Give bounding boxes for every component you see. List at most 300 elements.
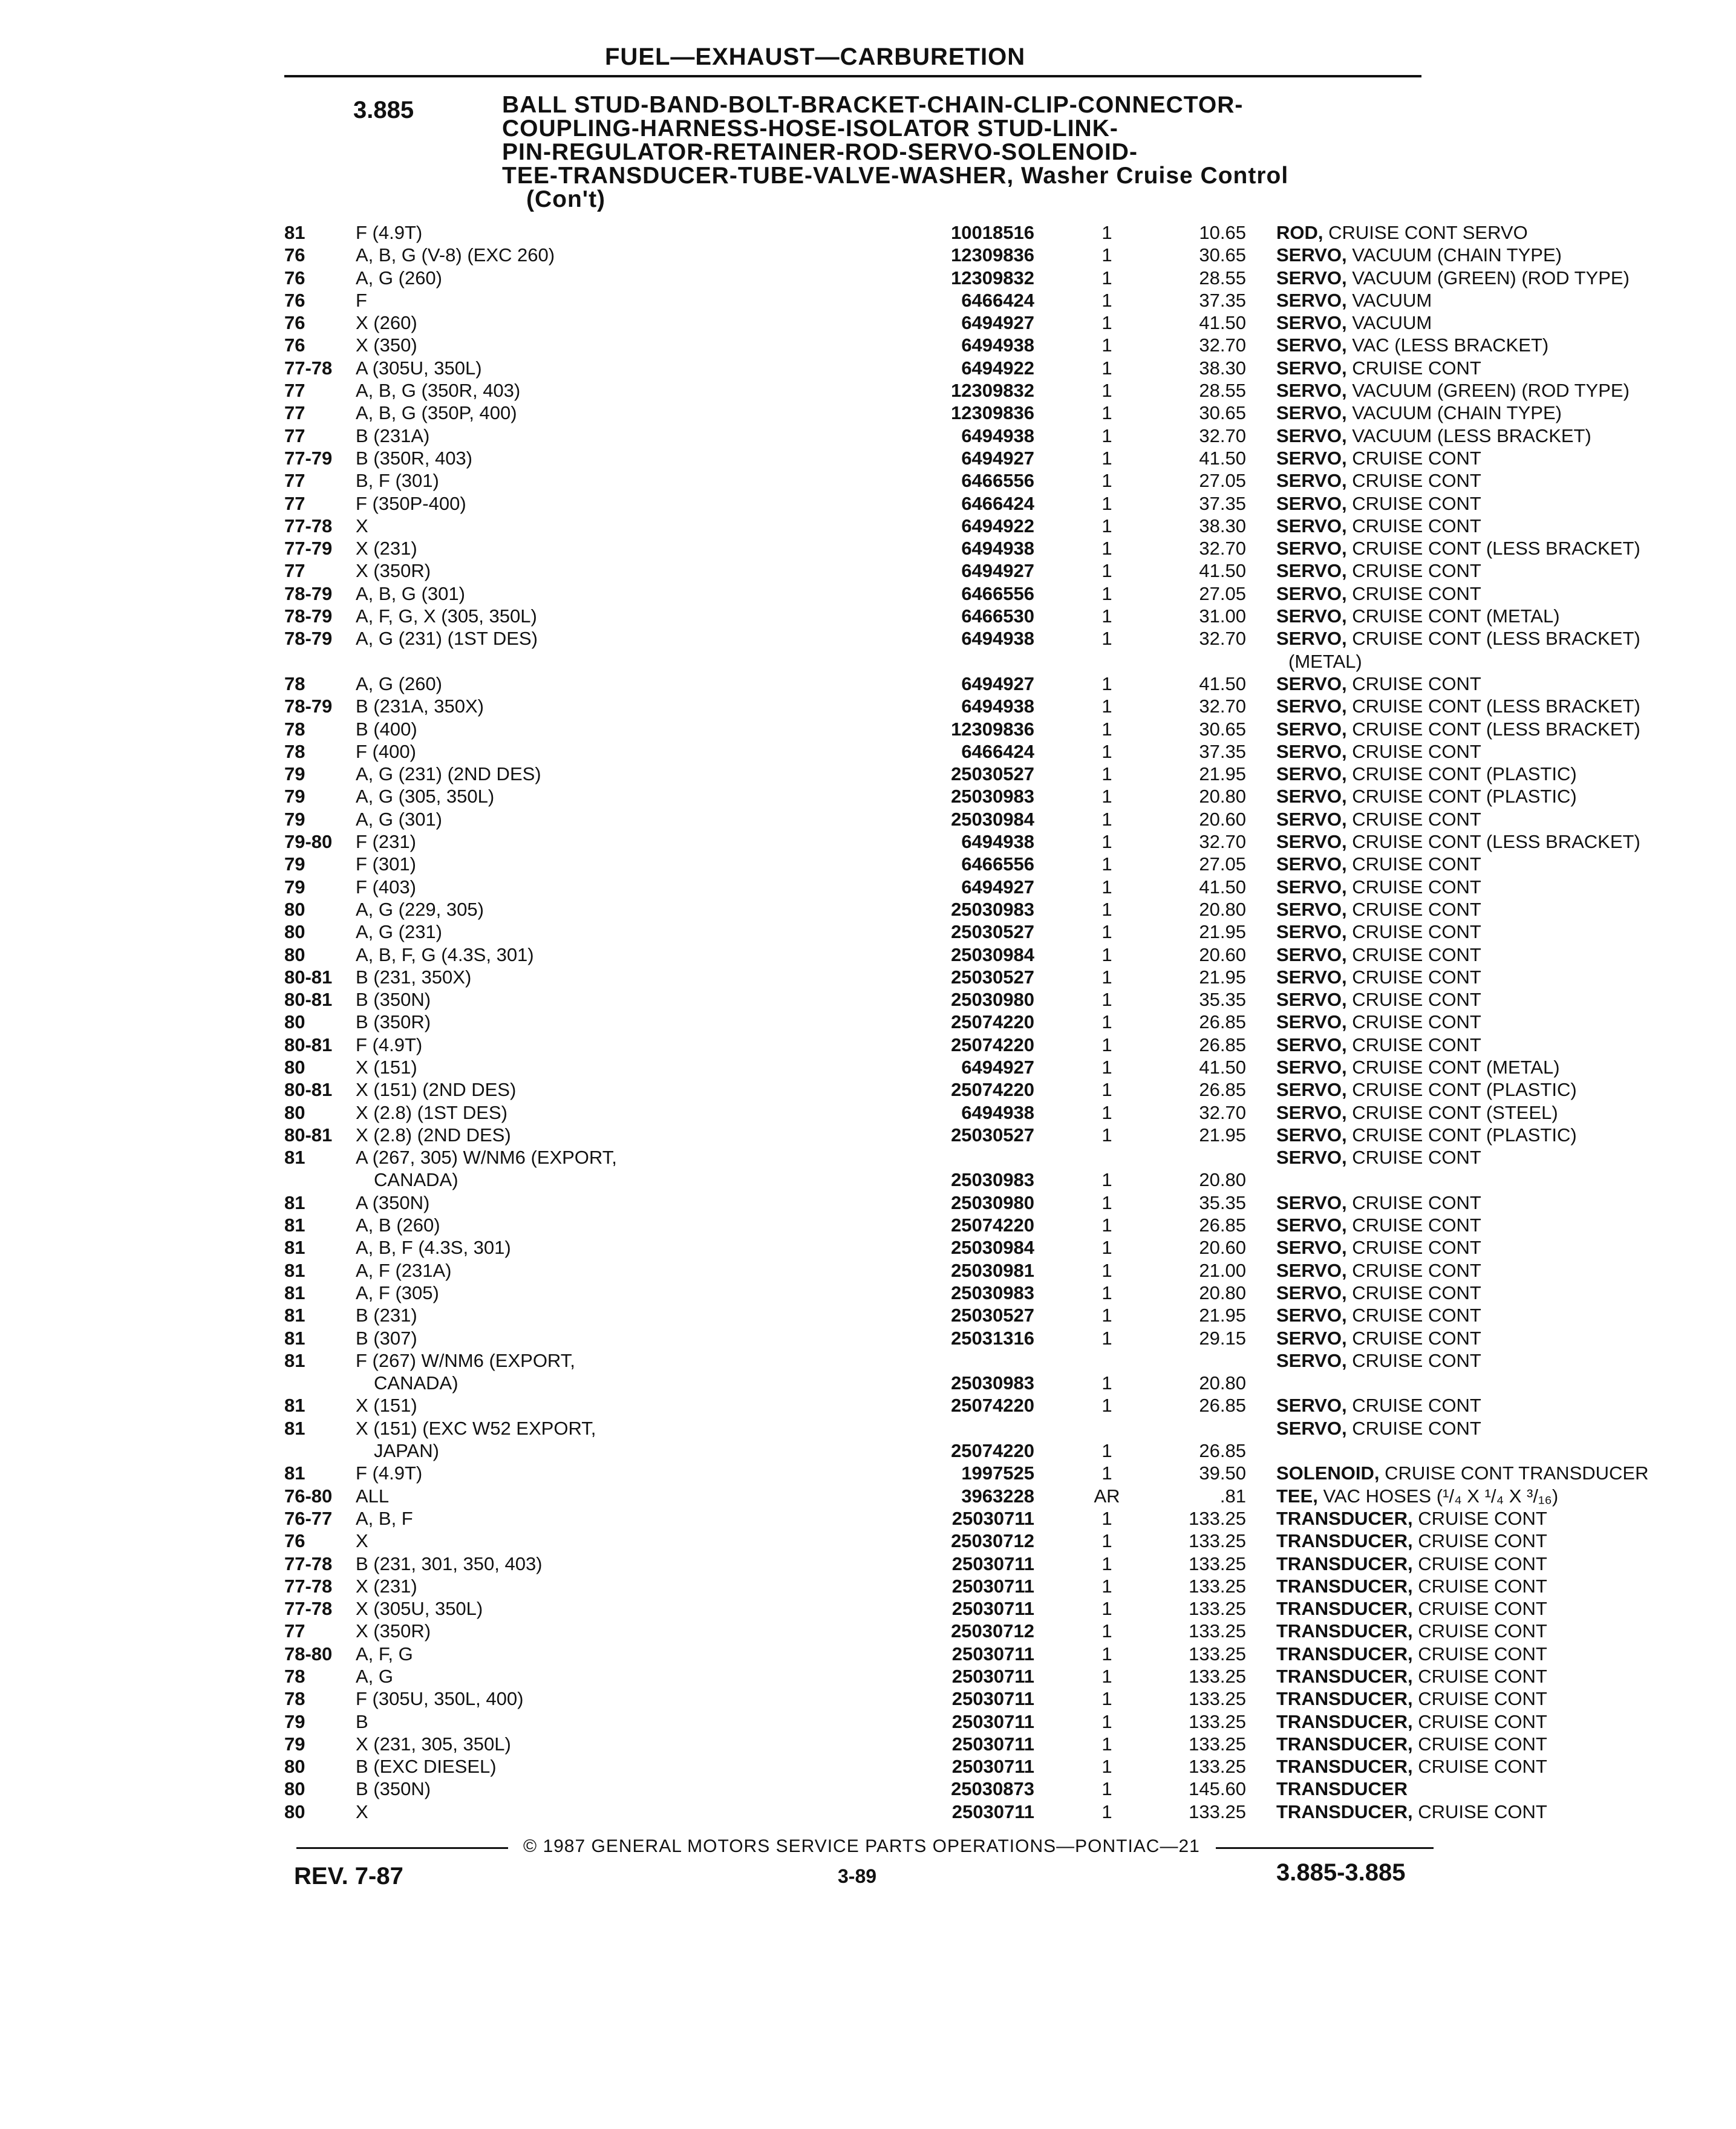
model-year: 77-79	[284, 447, 333, 469]
table-row	[284, 1417, 1481, 1462]
table-row	[284, 1034, 1481, 1056]
application-text: F (267) W/NM6 (EXPORT,	[356, 1349, 575, 1371]
price: 41.50	[1199, 447, 1246, 469]
description-text: CRUISE CONT	[1346, 1327, 1481, 1349]
application-text: A, B, F	[356, 1507, 413, 1529]
price: 31.00	[1199, 605, 1246, 627]
description-noun: SERVO,	[1276, 1147, 1347, 1169]
description-noun: SOLENOID,	[1276, 1462, 1380, 1484]
application-text: B (350N)	[356, 1778, 431, 1800]
price: 133.25	[1189, 1507, 1246, 1529]
description-text: CRUISE CONT	[1346, 515, 1481, 536]
description-text: CRUISE CONT (PLASTIC)	[1346, 786, 1577, 807]
description-text: CRUISE CONT	[1346, 853, 1481, 875]
price: 32.70	[1199, 696, 1246, 717]
description	[1276, 673, 1736, 695]
part-number: 6466556	[961, 582, 1034, 604]
part-number: 6494927	[961, 1056, 1034, 1078]
application-text: A, F, G	[356, 1643, 413, 1664]
description	[1276, 1643, 1736, 1665]
application-text: F (4.9T)	[356, 1462, 423, 1484]
price: 26.85	[1199, 1440, 1246, 1462]
model-year: 76	[284, 334, 305, 356]
model-year: 78-79	[284, 582, 333, 604]
part-number: 25030711	[951, 1801, 1034, 1822]
description	[1276, 515, 1736, 537]
group-heading-line: PIN-REGULATOR-RETAINER-ROD-SERVO-SOLENOID-	[502, 139, 1138, 165]
description	[1276, 1462, 1736, 1484]
description-noun: SERVO,	[1276, 312, 1347, 334]
description-noun: SERVO,	[1276, 1349, 1347, 1371]
quantity: 1	[1101, 1282, 1112, 1303]
description-noun: SERVO,	[1276, 763, 1347, 785]
description-text: CRUISE CONT	[1346, 492, 1481, 514]
quantity: 1	[1101, 853, 1112, 875]
quantity: 1	[1101, 1259, 1112, 1281]
description-text: CRUISE CONT	[1346, 989, 1481, 1011]
description	[1276, 1485, 1736, 1507]
part-number: 12309836	[951, 402, 1034, 424]
model-year: 81	[284, 222, 305, 243]
model-year: 80	[284, 921, 305, 943]
description-text: CRUISE CONT	[1346, 1011, 1481, 1033]
table-row	[284, 1327, 1481, 1349]
table-row	[284, 627, 1640, 673]
model-year: 81	[284, 1214, 305, 1236]
model-year: 78	[284, 673, 305, 694]
description	[1276, 537, 1736, 559]
description	[1276, 357, 1736, 379]
part-number: 25030711	[951, 1643, 1034, 1664]
footer-rule-right	[1216, 1847, 1434, 1849]
description-continued: (METAL)	[1288, 650, 1362, 672]
quantity: 1	[1101, 1575, 1112, 1597]
quantity: 1	[1101, 673, 1112, 694]
description-text: CRUISE CONT TRANSDUCER	[1379, 1462, 1649, 1484]
part-number: 6494922	[961, 515, 1034, 536]
description	[1276, 695, 1736, 717]
quantity: 1	[1101, 921, 1112, 943]
quantity: 1	[1101, 831, 1112, 853]
description-noun: SERVO,	[1276, 605, 1347, 627]
description-noun: TRANSDUCER,	[1276, 1666, 1413, 1687]
model-year: 79-80	[284, 831, 333, 853]
application-text: X (151) (EXC W52 EXPORT,	[356, 1417, 596, 1439]
model-year: 77	[284, 1620, 305, 1642]
description	[1276, 1507, 1736, 1530]
table-row	[284, 1597, 1547, 1620]
description	[1276, 1282, 1736, 1304]
description-noun: SERVO,	[1276, 1417, 1347, 1439]
description-text: CRUISE CONT	[1412, 1666, 1547, 1687]
description	[1276, 1801, 1736, 1823]
description	[1276, 1078, 1736, 1101]
quantity: 1	[1101, 718, 1112, 740]
model-year: 81	[284, 1192, 305, 1213]
description-noun: SERVO,	[1276, 492, 1347, 514]
price: 20.80	[1199, 1372, 1246, 1394]
price: 20.80	[1199, 1282, 1246, 1303]
description-text: CRUISE CONT (PLASTIC)	[1346, 1079, 1577, 1101]
quantity: 1	[1101, 1169, 1112, 1191]
table-row	[284, 1462, 1649, 1484]
table-row	[284, 334, 1549, 356]
part-number: 6494927	[961, 312, 1034, 334]
table-row	[284, 876, 1481, 898]
table-row	[284, 1733, 1547, 1755]
table-row	[284, 898, 1481, 921]
application-text: A, B, F (4.3S, 301)	[356, 1237, 511, 1259]
table-row	[284, 1394, 1481, 1417]
table-row	[284, 357, 1481, 379]
quantity: 1	[1101, 447, 1112, 469]
description-text: VACUUM (LESS BRACKET)	[1346, 425, 1591, 446]
price: 29.15	[1199, 1327, 1246, 1349]
price: 133.25	[1189, 1620, 1246, 1642]
model-year: 81	[284, 1327, 305, 1349]
application-text: F (305U, 350L, 400)	[356, 1688, 524, 1710]
description-noun: SERVO,	[1276, 1124, 1347, 1146]
quantity: 1	[1101, 470, 1112, 492]
price: 38.30	[1199, 357, 1246, 379]
description-noun: TRANSDUCER,	[1276, 1756, 1413, 1778]
description	[1276, 1236, 1736, 1259]
description-text: VACUUM (CHAIN TYPE)	[1346, 244, 1562, 266]
revision-date: REV. 7-87	[294, 1863, 403, 1889]
quantity: 1	[1101, 334, 1112, 356]
description-text: CRUISE CONT	[1346, 966, 1481, 988]
table-row	[284, 1575, 1547, 1597]
model-year: 79	[284, 1710, 305, 1732]
description	[1276, 1687, 1736, 1710]
description-noun: TEE,	[1276, 1485, 1318, 1507]
application-text: B (307)	[356, 1327, 417, 1349]
application-text: A, G (260)	[356, 673, 442, 694]
price: 133.25	[1189, 1575, 1246, 1597]
application-text: A, F, G, X (305, 350L)	[356, 605, 537, 627]
model-year: 76	[284, 312, 305, 334]
table-row	[284, 1011, 1481, 1033]
description-noun: SERVO,	[1276, 1101, 1347, 1123]
application-text: X (151)	[356, 1395, 417, 1417]
part-number: 25031316	[951, 1327, 1034, 1349]
description-text: VACUUM	[1346, 312, 1432, 334]
model-year: 76-77	[284, 1507, 333, 1529]
description-noun: SERVO,	[1276, 334, 1347, 356]
description-text: CRUISE CONT (METAL)	[1346, 605, 1560, 627]
part-number: 25074220	[951, 1011, 1034, 1033]
group-range: 3.885-3.885	[1276, 1859, 1406, 1886]
description	[1276, 1553, 1736, 1575]
quantity: 1	[1101, 696, 1112, 717]
quantity: 1	[1101, 1101, 1112, 1123]
description-noun: SERVO,	[1276, 289, 1347, 311]
part-number: 6466424	[961, 492, 1034, 514]
description-text: CRUISE CONT (PLASTIC)	[1346, 763, 1577, 785]
part-number: 6494927	[961, 560, 1034, 582]
description	[1276, 898, 1736, 921]
description	[1276, 740, 1736, 763]
part-number: 1997525	[961, 1462, 1034, 1484]
price: 133.25	[1189, 1710, 1246, 1732]
description-text: CRUISE CONT	[1346, 357, 1481, 379]
price: 27.05	[1199, 470, 1246, 492]
quantity: 1	[1101, 1778, 1112, 1800]
description	[1276, 1530, 1736, 1552]
table-row	[284, 718, 1640, 740]
description-text: CRUISE CONT	[1346, 1034, 1481, 1055]
application-text: X (151) (2ND DES)	[356, 1079, 517, 1101]
description	[1276, 1394, 1736, 1417]
table-row	[284, 1665, 1547, 1687]
application-text: X	[356, 515, 368, 536]
model-year: 76-80	[284, 1485, 333, 1507]
price: 35.35	[1199, 1192, 1246, 1213]
description	[1276, 1259, 1736, 1282]
application-text: F (403)	[356, 876, 416, 898]
description-noun: SERVO,	[1276, 1034, 1347, 1055]
description	[1276, 379, 1736, 402]
model-year: 79	[284, 786, 305, 807]
description	[1276, 763, 1736, 785]
price: 32.70	[1199, 425, 1246, 446]
price: 133.25	[1189, 1733, 1246, 1755]
part-number: 25074220	[951, 1214, 1034, 1236]
table-row	[284, 1214, 1481, 1236]
part-number: 6494927	[961, 876, 1034, 898]
description-text: CRUISE CONT	[1412, 1643, 1547, 1664]
description-noun: TRANSDUCER,	[1276, 1575, 1413, 1597]
price: 133.25	[1189, 1756, 1246, 1778]
application-text: X (151)	[356, 1056, 417, 1078]
description	[1276, 1417, 1736, 1439]
model-year: 80	[284, 1756, 305, 1778]
description-noun: SERVO,	[1276, 966, 1347, 988]
table-row	[284, 740, 1481, 763]
description-text: CRUISE CONT	[1412, 1507, 1547, 1529]
table-row	[284, 1530, 1547, 1552]
model-year: 81	[284, 1462, 305, 1484]
description	[1276, 921, 1736, 943]
table-row	[284, 537, 1640, 559]
description	[1276, 785, 1736, 807]
price: 41.50	[1199, 560, 1246, 582]
application-text: A, G (229, 305)	[356, 898, 484, 920]
price: 26.85	[1199, 1011, 1246, 1033]
description-noun: SERVO,	[1276, 402, 1347, 424]
part-number: 25030711	[951, 1575, 1034, 1597]
table-row	[284, 447, 1481, 469]
table-row	[284, 1349, 1481, 1395]
description-noun: SERVO,	[1276, 1305, 1347, 1326]
page-number: 3-89	[838, 1865, 877, 1887]
description-noun: TRANSDUCER	[1276, 1778, 1408, 1800]
application-text: B (231)	[356, 1305, 417, 1326]
application-text: B (400)	[356, 718, 417, 740]
description-text: CRUISE CONT	[1346, 921, 1481, 943]
description-text: CRUISE CONT (LESS BRACKET)	[1346, 831, 1640, 853]
part-number: 25030711	[951, 1688, 1034, 1710]
table-row	[284, 808, 1481, 830]
model-year: 80	[284, 944, 305, 965]
table-row	[284, 1146, 1481, 1192]
application-text: X (2.8) (2ND DES)	[356, 1124, 511, 1146]
description	[1276, 1349, 1736, 1372]
table-row	[284, 1056, 1560, 1078]
model-year: 78-80	[284, 1643, 333, 1664]
quantity: 1	[1101, 1056, 1112, 1078]
description	[1276, 808, 1736, 830]
quantity: 1	[1101, 763, 1112, 785]
application-text: F (301)	[356, 853, 416, 875]
model-year: 77	[284, 425, 305, 446]
quantity: 1	[1101, 1643, 1112, 1664]
model-year: 76	[284, 267, 305, 289]
price: 32.70	[1199, 1101, 1246, 1123]
description-text: CRUISE CONT	[1346, 1305, 1481, 1326]
quantity: 1	[1101, 1688, 1112, 1710]
quantity: 1	[1101, 1214, 1112, 1236]
part-number: 6494938	[961, 334, 1034, 356]
part-number: 25030980	[951, 989, 1034, 1011]
description-noun: SERVO,	[1276, 538, 1347, 559]
description-noun: SERVO,	[1276, 515, 1347, 536]
section-title: FUEL—EXHAUST—CARBURETION	[605, 44, 1026, 70]
table-row	[284, 469, 1481, 492]
description-text: CRUISE CONT	[1346, 808, 1481, 830]
description-noun: SERVO,	[1276, 853, 1347, 875]
quantity: 1	[1101, 786, 1112, 807]
part-number: 25030527	[951, 921, 1034, 943]
description-text: VACUUM (CHAIN TYPE)	[1346, 402, 1562, 424]
description-noun: SERVO,	[1276, 1011, 1347, 1033]
table-row	[284, 1259, 1481, 1282]
quantity: 1	[1101, 1666, 1112, 1687]
application-text: F (350P-400)	[356, 492, 466, 514]
table-row	[284, 1620, 1547, 1642]
description-text: CRUISE CONT	[1346, 1192, 1481, 1213]
application-text: B (350R)	[356, 1011, 431, 1033]
model-year: 80	[284, 1801, 305, 1822]
description-text: CRUISE CONT (PLASTIC)	[1346, 1124, 1577, 1146]
model-year: 81	[284, 1282, 305, 1303]
price: 20.60	[1199, 808, 1246, 830]
description-noun: TRANSDUCER,	[1276, 1801, 1413, 1822]
description-text: CRUISE CONT (STEEL)	[1346, 1101, 1558, 1123]
model-year: 76	[284, 1530, 305, 1552]
table-row	[284, 1192, 1481, 1214]
table-row	[284, 830, 1640, 853]
price: 37.35	[1199, 289, 1246, 311]
application-text: A, G (231) (2ND DES)	[356, 763, 541, 785]
model-year: 80-81	[284, 1034, 333, 1055]
model-year: 78-79	[284, 605, 333, 627]
description-text: CRUISE CONT	[1346, 876, 1481, 898]
part-number: 25030712	[951, 1530, 1034, 1552]
part-number: 25030711	[951, 1756, 1034, 1778]
quantity: 1	[1101, 1756, 1112, 1778]
description	[1276, 718, 1736, 740]
application-text: A, B, G (301)	[356, 582, 465, 604]
description-noun: SERVO,	[1276, 696, 1347, 717]
application-text: A, F (305)	[356, 1282, 439, 1303]
price: 27.05	[1199, 853, 1246, 875]
quantity: 1	[1101, 628, 1112, 650]
description-text: CRUISE CONT	[1412, 1530, 1547, 1552]
table-row	[284, 605, 1560, 627]
table-row	[284, 966, 1481, 988]
part-number: 25030711	[951, 1598, 1034, 1620]
description-text: CRUISE CONT (LESS BRACKET)	[1346, 718, 1640, 740]
description-text: CRUISE CONT SERVO	[1323, 222, 1528, 243]
quantity: 1	[1101, 605, 1112, 627]
quantity: 1	[1101, 1440, 1112, 1462]
application-text: A, B, G (350P, 400)	[356, 402, 517, 424]
application-text: B (231A)	[356, 425, 430, 446]
application-text: B (231A, 350X)	[356, 696, 484, 717]
price: 41.50	[1199, 1056, 1246, 1078]
quantity: 1	[1101, 380, 1112, 402]
group-number: 3.885	[353, 97, 414, 123]
application-text: A, B, F, G (4.3S, 301)	[356, 944, 534, 965]
part-number: 6494938	[961, 425, 1034, 446]
description	[1276, 1620, 1736, 1642]
table-row	[284, 379, 1630, 402]
description	[1276, 469, 1736, 492]
price: 41.50	[1199, 673, 1246, 694]
model-year: 81	[284, 1237, 305, 1259]
description-noun: SERVO,	[1276, 673, 1347, 694]
price: 133.25	[1189, 1801, 1246, 1822]
description	[1276, 311, 1736, 334]
application-text: A, G	[356, 1666, 394, 1687]
price: 26.85	[1199, 1214, 1246, 1236]
description-noun: TRANSDUCER,	[1276, 1530, 1413, 1552]
description-noun: SERVO,	[1276, 425, 1347, 446]
description-noun: SERVO,	[1276, 470, 1347, 492]
description-text: CRUISE CONT	[1346, 582, 1481, 604]
title-rule	[284, 75, 1421, 77]
model-year: 80	[284, 1011, 305, 1033]
table-row	[284, 1687, 1547, 1710]
description	[1276, 1304, 1736, 1326]
group-heading	[502, 93, 1421, 211]
description-noun: SERVO,	[1276, 808, 1347, 830]
quantity: 1	[1101, 1395, 1112, 1417]
table-row	[284, 988, 1481, 1011]
part-number: 6494927	[961, 447, 1034, 469]
part-number: 6494938	[961, 1101, 1034, 1123]
price: 32.70	[1199, 334, 1246, 356]
table-row	[284, 221, 1528, 244]
quantity: 1	[1101, 944, 1112, 965]
part-number: 25030984	[951, 808, 1034, 830]
description	[1276, 944, 1736, 966]
model-year: 76	[284, 289, 305, 311]
table-row	[284, 1801, 1547, 1823]
description-noun: SERVO,	[1276, 1259, 1347, 1281]
description-noun: ROD,	[1276, 222, 1323, 243]
description	[1276, 966, 1736, 988]
description-text: CRUISE CONT	[1346, 1259, 1481, 1281]
part-number: 25030527	[951, 763, 1034, 785]
application-text: ALL	[356, 1485, 390, 1507]
part-number: 25030711	[951, 1507, 1034, 1529]
description	[1276, 447, 1736, 469]
part-number: 12309836	[951, 718, 1034, 740]
description	[1276, 1755, 1736, 1778]
description	[1276, 582, 1736, 605]
